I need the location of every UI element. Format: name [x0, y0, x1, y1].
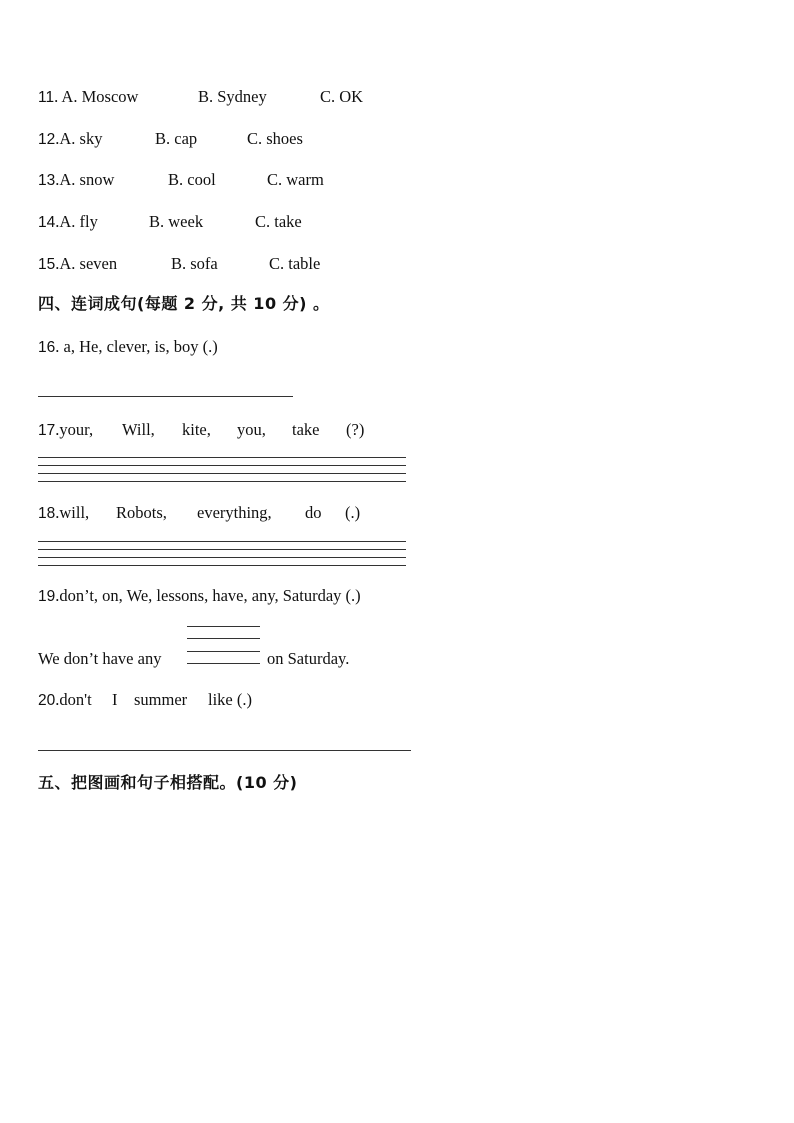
word: do [305, 503, 322, 522]
option-a: .A. snow [55, 170, 115, 189]
choice-item-15-a [38, 254, 117, 275]
writing-line [187, 663, 260, 664]
word: everything, [197, 503, 272, 522]
writing-line [38, 465, 406, 466]
word: .your, [55, 420, 94, 439]
option-c: C. table [269, 254, 321, 273]
section-4-heading: 四、连词成句(每题 2 分, 共 10 分) 。 [38, 294, 330, 313]
item-number: 13 [38, 172, 56, 189]
writing-line [38, 473, 406, 474]
word: Will, [122, 420, 155, 439]
option-a: .A. seven [55, 254, 118, 273]
word: I [112, 690, 118, 709]
question-18-first [38, 503, 89, 524]
word: .don't [55, 690, 92, 709]
writing-line [38, 457, 406, 458]
section-5-heading: 五、把图画和句子相搭配。(10 分) [38, 773, 298, 792]
option-b: B. Sydney [198, 87, 267, 106]
option-c: C. shoes [247, 129, 303, 148]
writing-line [38, 565, 406, 566]
question-19-words: .don’t, on, We, lessons, have, any, Saturday (.) [55, 586, 361, 605]
question-17-first [38, 420, 93, 441]
item-number: 15 [38, 256, 56, 273]
writing-line [187, 626, 260, 627]
option-a: .A. sky [55, 129, 103, 148]
question-16 [38, 337, 218, 358]
writing-line [38, 557, 406, 558]
choice-item-12-a [38, 129, 102, 150]
item-number: 16 [38, 339, 56, 356]
choice-item-13-a [38, 170, 114, 191]
option-b: B. sofa [171, 254, 218, 273]
word: summer [134, 690, 188, 709]
writing-line [187, 651, 260, 652]
word: kite, [182, 420, 211, 439]
option-c: C. OK [320, 87, 364, 106]
writing-line [187, 638, 260, 639]
answer-line-16[interactable] [38, 396, 293, 397]
word: .will, [55, 503, 90, 522]
word: take [292, 420, 320, 439]
item-number: 17 [38, 422, 56, 439]
option-c: C. take [255, 212, 302, 231]
option-b: B. cap [155, 129, 198, 148]
option-b: B. cool [168, 170, 216, 189]
item-number: 11 [38, 89, 55, 106]
option-c: C. warm [267, 170, 324, 189]
choice-item-14-a [38, 212, 98, 233]
item-number: 18 [38, 505, 56, 522]
choice-item-11-a [38, 87, 138, 108]
option-a: .A. fly [55, 212, 98, 231]
question-16-words: . a, He, clever, is, boy (.) [55, 337, 218, 356]
option-b: B. week [149, 212, 204, 231]
word: (?) [346, 420, 365, 439]
writing-line [38, 481, 406, 482]
sentence-prefix-19: We don’t have any [38, 649, 162, 668]
word: like (.) [208, 690, 252, 709]
question-19 [38, 586, 361, 607]
option-a: . A. Moscow [54, 87, 139, 106]
item-number: 14 [38, 214, 56, 231]
item-number: 19 [38, 588, 56, 605]
word: you, [237, 420, 266, 439]
question-20-first [38, 690, 92, 711]
writing-line [38, 541, 406, 542]
word: (.) [345, 503, 361, 522]
word: Robots, [116, 503, 167, 522]
sentence-suffix-19: on Saturday. [267, 649, 350, 668]
item-number: 12 [38, 131, 56, 148]
item-number: 20 [38, 692, 56, 709]
answer-line-20[interactable] [38, 750, 411, 751]
writing-line [38, 549, 406, 550]
